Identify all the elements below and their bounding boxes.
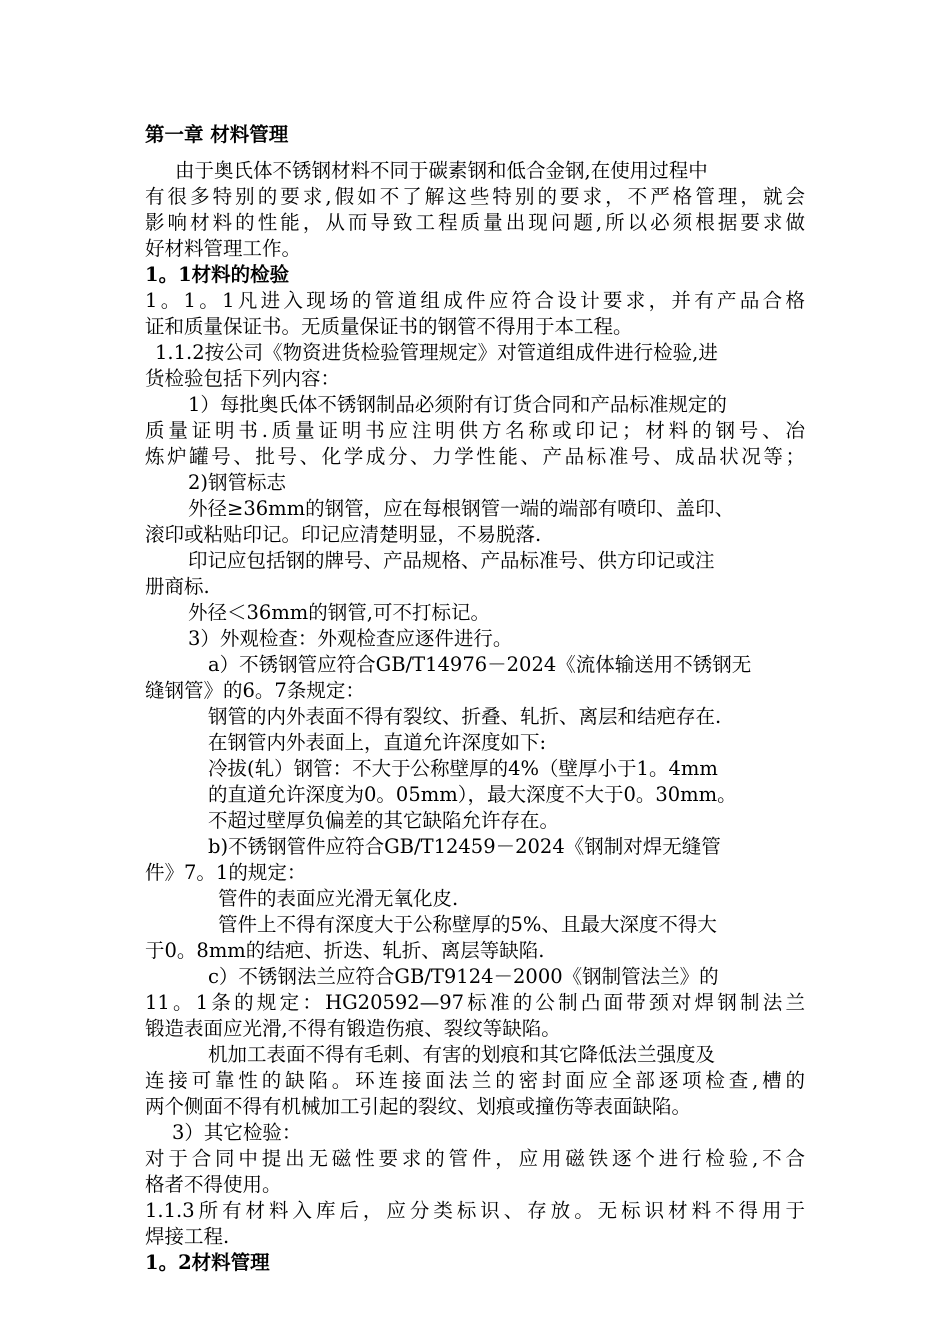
text-line: c）不锈钢法兰应符合GB/T9124－2000《钢制管法兰》的: [208, 965, 719, 988]
text-line: 有很多特别的要求,假如不了解这些特别的要求，不严格管理，就会: [145, 185, 805, 208]
text-line: 1）每批奥氏体不锈钢制品必须附有订货合同和产品标准规定的: [188, 393, 727, 416]
text-line: 册商标.: [145, 575, 210, 598]
text-line: 1。1。1凡进入现场的管道组成件应符合设计要求，并有产品合格: [145, 289, 805, 312]
text-line: 缝钢管》的6。7条规定：: [145, 679, 365, 702]
text-line: 好材料管理工作。: [145, 237, 302, 260]
text-line: 11。1条的规定：HG20592—97标准的公制凸面带颈对焊钢制法兰: [145, 991, 805, 1014]
text-line: 焊接工程.: [145, 1225, 230, 1248]
text-line: 1.1.2按公司《物资进货检验管理规定》对管道组成件进行检验,进: [155, 341, 718, 364]
chapter-title: 第一章 材料管理: [145, 123, 289, 146]
text-line: b)不锈钢管件应符合GB/T12459－2024《钢制对焊无缝管: [208, 835, 721, 858]
text-line: 货检验包括下列内容：: [145, 367, 341, 390]
text-line: 3）外观检查：外观检查应逐件进行。: [188, 627, 513, 650]
text-line: a）不锈钢管应符合GB/T14976－2024《流体输送用不锈钢无: [208, 653, 752, 676]
text-line: 3）其它检验：: [172, 1121, 302, 1144]
text-line: 的直道允许深度为0。05mm），最大深度不大于0。30mm。: [208, 783, 737, 806]
text-line: 管件的表面应光滑无氧化皮.: [218, 887, 459, 910]
text-line: 1.1.3所有材料入库后，应分类标识、存放。无标识材料不得用于: [145, 1199, 805, 1222]
text-line: 管件上不得有深度大于公称壁厚的5%、且最大深度不得大: [218, 913, 717, 936]
text-line: 外径＜36mm的钢管,可不打标记。: [188, 601, 490, 624]
text-line: 炼炉罐号、批号、化学成分、力学性能、产品标准号、成品状况等；: [145, 445, 805, 468]
text-line: 外径≥36mm的钢管，应在每根钢管一端的端部有喷印、盖印、: [188, 497, 735, 520]
text-line: 锻造表面应光滑,不得有锻造伤痕、裂纹等缺陷。: [145, 1017, 561, 1040]
text-line: 钢管的内外表面不得有裂纹、折叠、轧折、离层和结疤存在.: [208, 705, 722, 728]
text-line: 冷拔(轧）钢管：不大于公称壁厚的4%（壁厚小于1。4mm: [208, 757, 718, 780]
text-line: 不超过壁厚负偏差的其它缺陷允许存在。: [208, 809, 560, 832]
text-line: 件》7。1的规定：: [145, 861, 307, 884]
text-line: 2)钢管标志: [188, 471, 287, 494]
text-line: 两个侧面不得有机械加工引起的裂纹、划痕或撞伤等表面缺陷。: [145, 1095, 692, 1118]
text-line: 格者不得使用。: [145, 1173, 282, 1196]
text-line: 连接可靠性的缺陷。环连接面法兰的密封面应全部逐项检查,槽的: [145, 1069, 805, 1092]
text-line: 影响材料的性能，从而导致工程质量出现问题,所以必须根据要求做: [145, 211, 805, 234]
text-line: 在钢管内外表面上，直道允许深度如下:: [208, 731, 547, 754]
text-line: 于0。8mm的结疤、折迭、轧折、离层等缺陷.: [145, 939, 545, 962]
text-line: 证和质量保证书。无质量保证书的钢管不得用于本工程。: [145, 315, 633, 338]
section-heading: 1。2材料管理: [145, 1251, 270, 1274]
section-heading: 1。1材料的检验: [145, 263, 290, 286]
text-line: 质量证明书.质量证明书应注明供方名称或印记；材料的钢号、冶: [145, 419, 805, 442]
text-line: 印记应包括钢的牌号、产品规格、产品标准号、供方印记或注: [188, 549, 715, 572]
text-line: 滚印或粘贴印记。印记应清楚明显，不易脱落.: [145, 523, 542, 546]
text-line: 由于奥氏体不锈钢材料不同于碳素钢和低合金钢,在使用过程中: [175, 159, 708, 182]
text-line: 机加工表面不得有毛刺、有害的划痕和其它降低法兰强度及: [208, 1043, 716, 1066]
text-line: 对于合同中提出无磁性要求的管件，应用磁铁逐个进行检验,不合: [145, 1147, 805, 1170]
